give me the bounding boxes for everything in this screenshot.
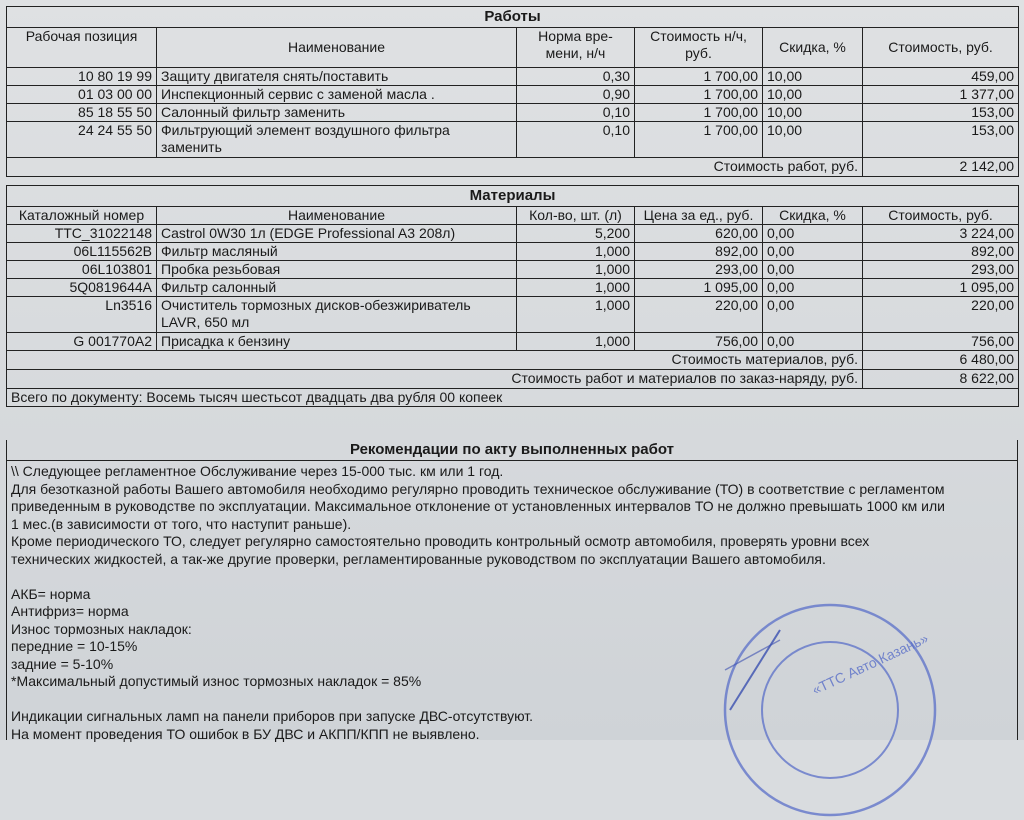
- works-col-norm: Норма вре-мени, н/ч: [517, 28, 635, 68]
- materials-col-cost: Стоимость, руб.: [863, 207, 1019, 225]
- works-col-position: Рабочая позиция: [7, 28, 157, 68]
- works-table: [6, 6, 1019, 177]
- rec-line: Износ тормозных накладок:: [11, 620, 192, 637]
- materials-col-qty: Кол-во, шт. (л): [517, 207, 635, 225]
- table-row: 5Q0819644A Фильтр салонный 1,000 1 095,00 0,00 1 095,00: [7, 279, 1019, 297]
- order-total-value: 8 622,00: [863, 370, 1019, 389]
- works-col-price: Стоимость н/ч, руб.: [635, 28, 763, 68]
- rec-line: [11, 568, 1013, 586]
- works-col-name: Наименование: [157, 28, 517, 68]
- table-row: G 001770A2 Присадка к бензину 1,000 756,00 0,00 756,00: [7, 333, 1019, 351]
- table-row: 85 18 55 50 Салонный фильтр заменить 0,10 1 700,00 10,00 153,00: [7, 104, 1019, 122]
- works-col-discount: Скидка, %: [763, 28, 863, 68]
- table-row: TTC_31022148 Castrol 0W30 1л (EDGE Professional A3 208л) 5,200 620,00 0,00 3 224,00: [7, 225, 1019, 243]
- materials-total-value: 6 480,00: [863, 351, 1019, 370]
- works-total-value: 2 142,00: [863, 158, 1019, 177]
- works-title: Работы: [7, 7, 1019, 28]
- works-total-label: Стоимость работ, руб.: [7, 158, 863, 177]
- materials-col-discount: Скидка, %: [763, 207, 863, 225]
- table-row: 06L115562B Фильтр масляный 1,000 892,00 0,00 892,00: [7, 243, 1019, 261]
- rec-line: 1 мес.(в зависимости от того, что наступит раньше).: [11, 515, 352, 532]
- rec-line: *Максимальный допустимый износ тормозных накладок = 85%: [11, 673, 422, 689]
- rec-line: На момент проведения ТО ошибок в БУ ДВС и АКПП/КПП не выявлено.: [11, 725, 480, 742]
- rec-line: передние = 10-15%: [11, 638, 138, 654]
- materials-table: [6, 185, 1019, 407]
- rec-line: задние = 5-10%: [11, 655, 114, 672]
- order-total-label: Стоимость работ и материалов по заказ-наряду, руб.: [7, 370, 863, 389]
- works-col-cost: Стоимость, руб.: [863, 28, 1019, 68]
- rec-line: технических жидкостей, а так-же другие проверки, регламентированные руководством по эксплуатации Вашего автомобиля.: [11, 550, 826, 567]
- rec-line: АКБ= норма: [11, 585, 91, 602]
- rec-line: Для безотказной работы Вашего автомобиля необходимо регулярно проводить техническое обслуживание (ТО) в соответствие с регламентом: [11, 480, 945, 497]
- materials-col-unit-price: Цена за ед., руб.: [635, 207, 763, 225]
- table-row: 01 03 00 00 Инспекционный сервис с заменой масла . 0,90 1 700,00 10,00 1 377,00: [7, 86, 1019, 104]
- table-row: 24 24 55 50 Фильтрующий элемент воздушного фильтра заменить 0,10 1 700,00 10,00 153,00: [7, 122, 1019, 158]
- company-stamp: [720, 600, 940, 820]
- rec-line: Антифриз= норма: [11, 603, 129, 619]
- recommendations-title: Рекомендации по акту выполненных работ: [7, 440, 1017, 461]
- materials-total-label: Стоимость материалов, руб.: [7, 351, 863, 370]
- materials-col-catalog: Каталожный номер: [7, 207, 157, 225]
- rec-line: Индикации сигнальных ламп на панели приборов при запуске ДВС-отсутствуют.: [11, 708, 534, 724]
- materials-title: Материалы: [7, 186, 1019, 207]
- rec-line: приведенным в руководстве по эксплуатации. Максимальное отклонение от установленных интервалов ТО не должно превышать 1000 км или: [11, 498, 945, 514]
- rec-line: Кроме периодического ТО, следует регулярно самостоятельно проводить контрольный осмотр автомобиля, проверять уровни всех: [11, 533, 870, 549]
- materials-col-name: Наименование: [157, 207, 517, 225]
- table-row: 06L103801 Пробка резьбовая 1,000 293,00 0,00 293,00: [7, 261, 1019, 279]
- table-row: Ln3516 Очиститель тормозных дисков-обезжириватель LAVR, 650 мл 1,000 220,00 0,00 220,00: [7, 297, 1019, 333]
- table-row: 10 80 19 99 Защиту двигателя снять/поставить 0,30 1 700,00 10,00 459,00: [7, 68, 1019, 86]
- rec-line: \\ Следующее регламентное Обслуживание через 15-000 тыс. км или 1 год.: [11, 463, 504, 479]
- stamp-text: «ТТС Авто Казань»: [809, 629, 931, 698]
- document-total-words: Всего по документу: Восемь тысяч шестьсот двадцать два рубля 00 копеек: [7, 389, 1019, 407]
